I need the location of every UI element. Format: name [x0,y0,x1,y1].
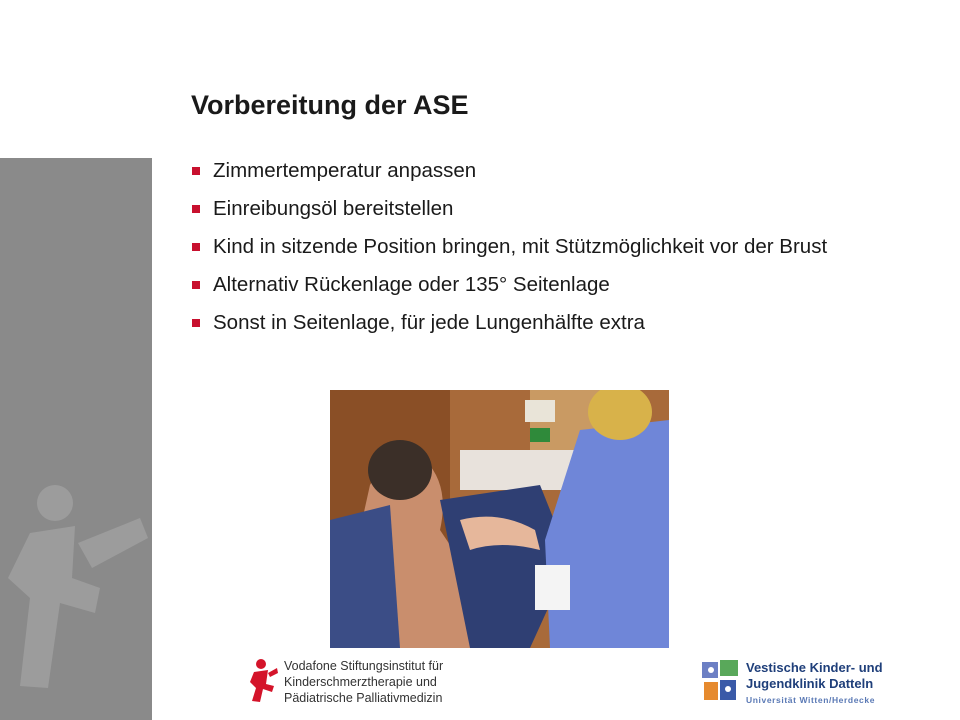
child-figure-logo-icon [248,656,278,702]
logo-right-line1: Vestische Kinder- und [746,660,883,675]
massage-photo [330,390,669,648]
colorful-puzzle-logo-icon [698,658,742,706]
child-figure-watermark-icon [0,158,152,720]
bullet-square-icon [192,281,200,289]
list-item-text: Sonst in Seitenlage, für jede Lungenhälfte extra [213,311,645,334]
logo-right-line2: Jugendklinik Datteln [746,676,874,691]
list-item [192,310,892,335]
list-item-text: Alternativ Rückenlage oder 135° Seitenlage [213,273,610,296]
logo-right-line3: Universität Witten/Herdecke [746,695,876,705]
logo-left-line2: Kinderschmerztherapie und [284,675,437,689]
list-item [192,196,892,221]
list-item [192,234,892,259]
logo-left-line3: Pädiatrische Palliativmedizin [284,691,443,705]
list-item-text: Kind in sitzende Position bringen, mit Stützmöglichkeit vor der Brust [213,235,828,258]
bullet-square-icon [192,243,200,251]
list-item [192,272,892,297]
side-panel [0,158,152,720]
list-item-text: Zimmertemperatur anpassen [213,159,477,182]
bullet-square-icon [192,319,200,327]
logo-left-line1: Vodafone Stiftungsinstitut für [284,659,444,673]
list-item [192,158,892,183]
vodafone-institute-logo [248,656,488,712]
bullet-list [192,158,892,348]
vestische-kinderklinik-logo [698,658,898,712]
bullet-square-icon [192,167,200,175]
page-title: Vorbereitung der ASE [191,90,469,120]
list-item-text: Einreibungsöl bereitstellen [213,197,454,220]
bullet-square-icon [192,205,200,213]
